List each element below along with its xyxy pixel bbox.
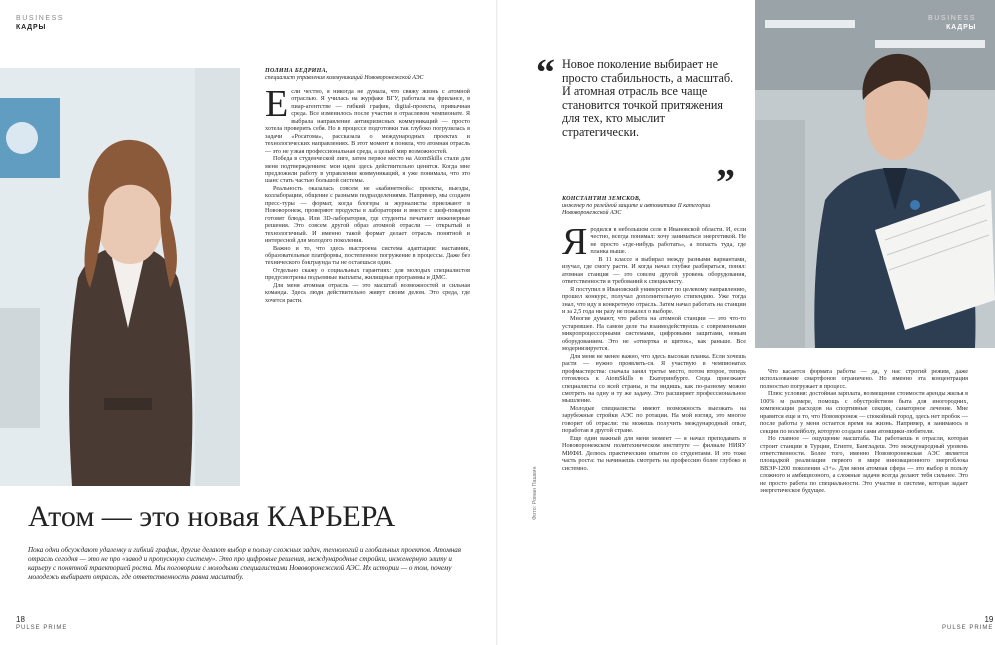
article-paragraph: Плюс условия: достойная зарплата, возмещение стоимости аренды жилья в 100% м размере, помощь с обустройством быта для иногородних, компенсация расходов на спортивные секции, санаторное лечение. Мне нравится еще и то, что Нововоронеж — спокойный город, здесь нет пробок — после работы у меня остается время на жизнь. Например, я занимаюсь в секции по волейболу, которую создали сами атомщики-любители. bbox=[760, 390, 968, 435]
engineer-illustration bbox=[755, 0, 995, 348]
article-paragraph: Молодые специалисты имеют возможность выезжать на зарубежные стройки АЭС по ротации. На мой взгляд, это многое говорит об отрасли: ты можешь получить международный опыт, поработав в другой стране. bbox=[562, 404, 746, 435]
article-paragraph: Я поступил в Ивановский университет по целевому направлению, прошел конкурс, получал дополнительную стипендию. Уже тогда знал, что иду в конкретную отрасль. Затем начал работать на станции и за 2,5 года ни разу не пожалел о выборе. bbox=[562, 285, 746, 315]
right-page bbox=[498, 0, 995, 645]
portrait-photo-woman bbox=[0, 68, 240, 486]
article-paragraph: Для меня не менее важно, что здесь высокая планка. Если хочешь расти — нужно проявлять-ся. Я участвую в чемпионатах профмастерства: сначала занял третье место, потом второе, теперь готовлюсь к AtomSkills в Екатеринбурге. Сюда приезжают специалисты со всей страны, и ты видишь, как по-разному можно смотреть на одну и ту же задачу. Это расширяет профессиональное мышление. bbox=[562, 352, 746, 405]
drop-cap: Я bbox=[562, 221, 588, 263]
article-paragraph: Победа в студенческой лиге, затем первое место на AtomSkills стали для меня подтверждением: мои идеи здесь действительно ценятся. Когда мне предложили работу в управлении коммуникаций, я уже понимала, что это шанс стать частью большой системы. bbox=[265, 155, 470, 185]
subsection-label: КАДРЫ bbox=[946, 24, 977, 31]
article-paragraph: Реальность оказалась совсем не «кабинетной»: проекты, выезды, коллаборации, общение с разными подразделениями. Например, мы создаем пресс-туры — формат, когда блогеры и журналисты приезжают в Нововоронеж, проверяют продукты в лаборатории и вместе с шеф-поваром готовят блюда. Или 3D-лаборатория, где студенты печатают инженерные решения. Это совсем другой образ атомной отрасли — открытый и технологичный. И именно такой формат делает отрасль понятной и интересной для молодого поколения. bbox=[265, 184, 470, 245]
left-header bbox=[16, 14, 64, 32]
quote-close-mark: ” bbox=[716, 162, 735, 204]
section-label: BUSINESS bbox=[928, 15, 977, 22]
article-paragraph: Что касается формата работы — да, у нас строгий режим, даже использование смартфонов ограничено. Но именно эта концентрация полностью погружает в процесс. bbox=[760, 368, 968, 390]
portrait-photo-man bbox=[755, 0, 995, 348]
article-lead: Пока одни обсуждают удаленку и гибкий график, другие делают выбор в пользу сложных задач, технологий и глобальных проектов. Атомная отрасль сегодня — это не про «завод и пропускную систему». Это про цифровые решения, международные стройки, инженерную элиту и карьеру с понятной траекторией роста. Мы поговорили с молодыми специалистами Нововоронежской АЭС. Их истории — о том, почему молодежь выбирает отрасль, где ответственность равна масштабу. bbox=[28, 546, 462, 581]
quote-open-mark: “ bbox=[536, 52, 555, 94]
right-article-column-1 bbox=[562, 221, 746, 472]
byline-role: инженер по релейной защите и автоматике II категории Нововоронежской АЭС bbox=[562, 203, 711, 216]
byline-name: КОНСТАНТИН ЗЕМСКОВ, bbox=[562, 196, 641, 202]
byline-name: ПОЛИНА БЕДРИНА, bbox=[265, 68, 328, 74]
article-headline: Атом — это новая КАРЬЕРА bbox=[28, 500, 396, 533]
left-page bbox=[0, 0, 497, 645]
pull-quote: Новое поколение выбирает не просто стабильность, а масштаб. И атомная отрасль все чаще становится точкой притяжения для тех, кто мыслит стратегически. bbox=[562, 57, 734, 139]
subsection-label: КАДРЫ bbox=[16, 24, 47, 31]
article-paragraph: Но главное — ощущение масштаба. Ты работаешь в отрасли, которая строит станции в Турции, Египте, Бангладеш. Это международный уровень ответственности. Более того, именно Нововоронежская АЭС является площадкой реализации первого в мире инновационного энергоблока ВВЭР-1200 поколения «3+». Для меня атомная сфера — это выбор в пользу сложного и амбициозного, а сложные задачи всегда делают тебя сильнее. Это не просто работа по специальности. Это участие в системе, которая задает энергетическое будущее. bbox=[760, 435, 968, 495]
article-paragraph: Многие думают, что работа на атомной станции — это что-то устаревшее. На самом деле ты взаимодействуешь с современными микропроцессорными системами, цифровыми защитами, новым оборудованием. Это не «отвертка и щиток», как раньше. Все модернизируется. bbox=[562, 315, 746, 353]
article-paragraph: Отдельно скажу о социальных гарантиях: для молодых специалистов предусмотрены подъемные выплаты, жилищные программы и ДМС. bbox=[265, 266, 470, 282]
portrait-illustration bbox=[0, 68, 240, 486]
article-paragraph: Яродился в небольшом селе в Ивановской области. И, если честно, всегда понимал: хочу заниматься энергетикой. Не не просто «где-нибудь работать», а попасть туда, где планка выше. bbox=[562, 221, 746, 263]
section-label: BUSINESS bbox=[16, 15, 65, 22]
page-number: 18 bbox=[16, 615, 25, 624]
article-paragraph: Для меня атомная отрасль — это масштаб возможностей и сильная команда. Здесь люди действительно живут своим делом. Это среда, где хочется расти. bbox=[265, 281, 470, 304]
byline-role: специалист управления коммуникаций Нововоронежской АЭС bbox=[265, 75, 424, 81]
drop-cap: Е bbox=[265, 83, 289, 125]
article-paragraph: Еще один важный для меня момент — я начал преподавать в Нововоронежском политехническом институте — филиале НИЯУ МИФИ. Делюсь практическим опытом со студентами. И это тоже часть роста: ты начинаешь смотреть на профессию более глубоко и системно. bbox=[562, 434, 746, 472]
article-paragraph: Важно и то, что здесь выстроена система адаптации: наставник, образовательные платформы, постепенное погружение в процессы. Даже без технического бэкграунда ты не остаешься один. bbox=[265, 244, 470, 267]
page-number: 19 bbox=[984, 615, 994, 624]
right-footer bbox=[942, 616, 993, 632]
left-byline bbox=[265, 68, 465, 82]
article-paragraph: В 11 классе я выбирал между разными вариантами, изучал, где смогу расти. И когда начал глубже разбираться, понял: атомная станция — это совсем другой уровень оборудования, ответственности и требований к специалисту. bbox=[562, 255, 746, 286]
right-header bbox=[928, 14, 976, 32]
right-article-column-2 bbox=[760, 368, 968, 495]
magazine-name: PULSE PRIME bbox=[16, 625, 68, 631]
photo-credit: Фото: Роман Пашкин bbox=[532, 466, 538, 520]
left-footer bbox=[16, 616, 67, 632]
right-byline bbox=[562, 196, 742, 217]
article-paragraph: Если честно, я никогда не думала, что свяжу жизнь с атомной отраслью. Я училась на журфаке ВГУ, работала на фрилансе, в пиар-агентстве — гибкий график, digital-проекты, привычная среда. Все изменилось после участия в отраслевом чемпионате. Я выбрала направление антикризисных коммуникаций — просто хотела проверить себя. Но в процессе подготовки так глубоко погрузилась в задачи «Росатома», рассказала о международных проектах и технологических направлениях. В этот момент я поняла, что атомная отрасль — это не узкая профессиональная среда, а целый мир возможностей. bbox=[265, 83, 470, 155]
left-article-column bbox=[265, 83, 470, 304]
magazine-name: PULSE PRIME bbox=[942, 625, 994, 631]
